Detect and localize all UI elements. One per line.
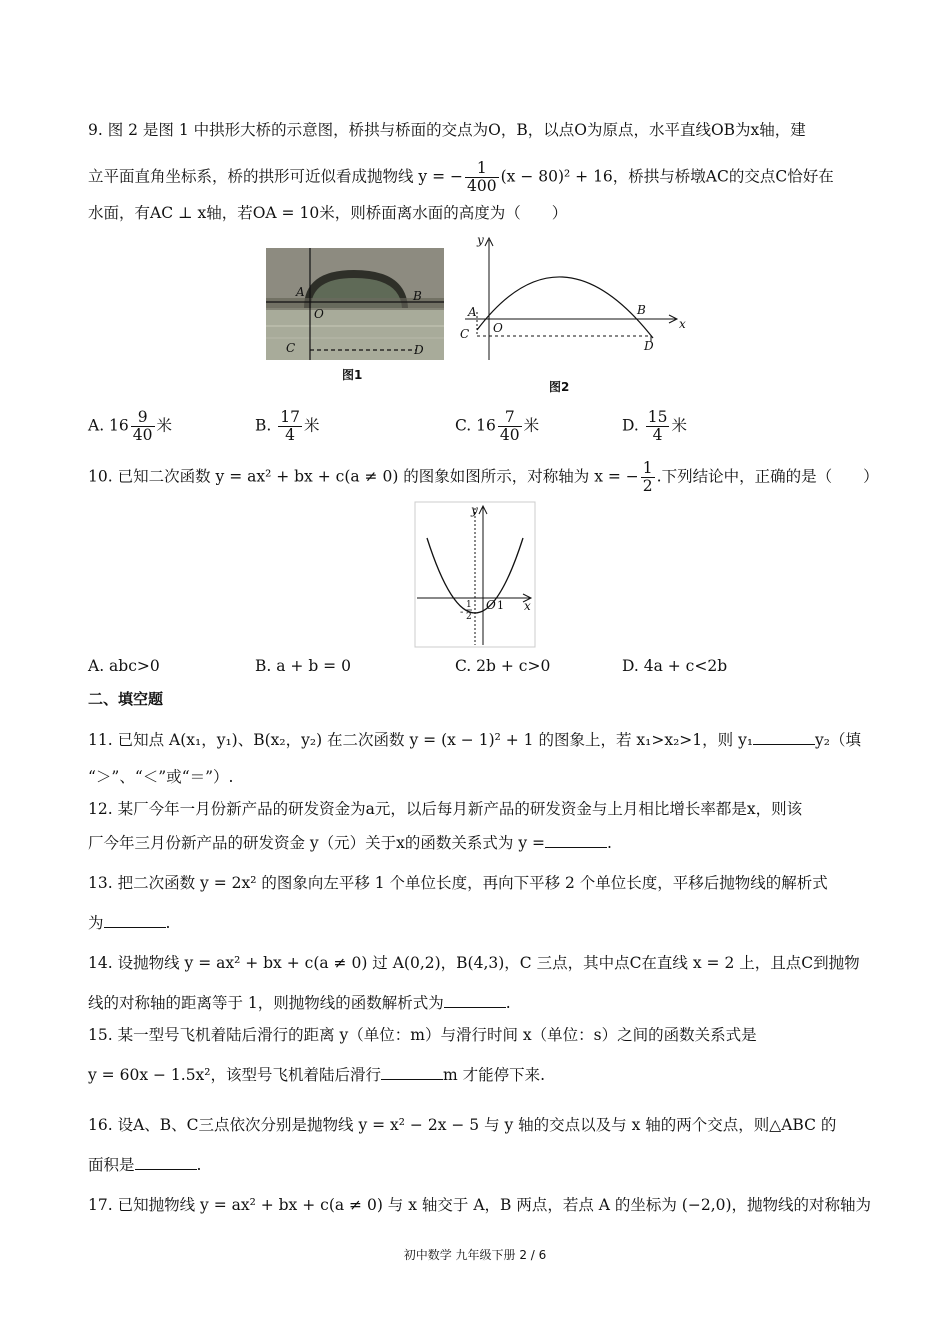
photo-label-b: B	[413, 289, 422, 303]
q9-option-b-unit: 米	[303, 416, 320, 435]
photo-label-o: O	[314, 307, 324, 321]
q9-option-a-unit: 米	[156, 416, 173, 435]
photo-label-d: D	[414, 343, 424, 357]
q10-option-b: B. a + b = 0	[255, 657, 351, 675]
q9-fraction	[465, 160, 499, 195]
q10-text-b: .下列结论中，正确的是（ ）	[656, 467, 879, 486]
diagram-label-x: x	[679, 317, 686, 331]
diagram-label-a: A	[468, 305, 477, 319]
diagram-label-c: C	[460, 327, 470, 341]
photo-label-c: C	[286, 341, 296, 355]
q17-line1: 17. 已知抛物线 y = ax² + bx + c(a ≠ 0) 与 x 轴交于 A，B 两点，若点 A 的坐标为 (−2,0)，抛物线的对称轴为	[88, 1196, 872, 1214]
section-heading: 二、填空题	[88, 690, 164, 708]
q15-line1: 15. 某一型号飞机着陆后滑行的距离 y（单位：m）与滑行时间 x（单位：s）之间的函数关系式是	[88, 1026, 757, 1044]
q9-option-c-den: 40	[499, 426, 520, 444]
q9-option-d-prefix: D.	[622, 416, 644, 435]
q9-option-c-unit: 米	[523, 416, 540, 435]
q9-option-d-frac	[646, 409, 670, 444]
q13-line2	[88, 913, 170, 933]
q16-line1: 16. 设A、B、C三点依次分别是抛物线 y = x² − 2x − 5 与 y 轴的交点以及与 x 轴的两个交点，则△ABC 的	[88, 1116, 837, 1134]
q16-answer-blank[interactable]	[135, 1155, 197, 1170]
q9-option-b-frac	[278, 409, 302, 444]
q13-line1: 13. 把二次函数 y = 2x² 的图象向左平移 1 个单位长度，再向下平移 2 个单位长度，平移后抛物线的解析式	[88, 874, 828, 892]
bridge-photo	[266, 248, 444, 360]
diagram-label-b: B	[637, 303, 646, 317]
diagram-label-o: O	[493, 321, 503, 335]
q9-option-b-prefix: B.	[255, 416, 277, 435]
parabola-graph	[413, 500, 537, 650]
q10-frac-num: 1	[642, 459, 653, 477]
q12-line1: 12. 某厂今年一月份新产品的研发资金为a元，以后每月新产品的研发资金与上月相比增长率都是x，则该	[88, 800, 803, 818]
q12-answer-blank[interactable]	[545, 833, 607, 848]
q13-text-b: .	[165, 914, 171, 932]
q15-text-a: y = 60x − 1.5x²，该型号飞机着陆后滑行	[88, 1066, 382, 1084]
q11-answer-blank[interactable]	[753, 730, 815, 745]
q10-line1	[88, 460, 879, 495]
q10-option-d: D. 4a + c<2b	[622, 657, 728, 675]
graph-label-y: y	[471, 503, 478, 517]
q9-line2	[88, 160, 834, 195]
q9-line2-text-b: (x − 80)² + 16，桥拱与桥墩AC的交点C恰好在	[500, 167, 834, 186]
q9-option-c	[455, 409, 539, 444]
q9-option-a-den: 40	[132, 426, 153, 444]
q9-option-d-num: 15	[647, 408, 668, 426]
q14-text-a: 线的对称轴的距离等于 1，则抛物线的函数解析式为	[88, 994, 444, 1012]
q12-text-b: .	[607, 834, 612, 852]
graph-label-x: x	[524, 599, 531, 613]
diagram-label-d: D	[644, 339, 654, 353]
q9-option-b-num: 17	[280, 408, 300, 426]
q9-option-a-frac	[131, 409, 155, 444]
q12-text-a: 厂今年三月份新产品的研发资金 y（元）关于x的函数关系式为 y =	[88, 834, 546, 852]
q16-text-a: 面积是	[88, 1156, 135, 1174]
q9-line1: 9. 图 2 是图 1 中拱形大桥的示意图，桥拱与桥面的交点为O，B，以点O为原点，水平直线OB为x轴，建	[88, 121, 806, 139]
q11-text-a: 11. 已知点 A(x₁，y₁)、B(x₂，y₂) 在二次函数 y = (x − 1)² + 1 的图象上，若 x₁>x₂>1，则 y₁	[88, 731, 754, 749]
q16-text-b: .	[196, 1156, 202, 1174]
fig2-caption: 图2	[549, 380, 570, 394]
q10-frac-den: 2	[642, 477, 653, 495]
q13-text-a: 为	[88, 914, 104, 932]
q15-text-b: m 才能停下来.	[443, 1066, 546, 1084]
q11-text-b: y₂（填	[815, 731, 862, 749]
q10-text-a: 10. 已知二次函数 y = ax² + bx + c(a ≠ 0) 的图象如图所示，对称轴为 x = −	[88, 467, 639, 486]
q14-line1: 14. 设抛物线 y = ax² + bx + c(a ≠ 0) 过 A(0,2)，B(4,3)，C 三点，其中点C在直线 x = 2 上，且点C到抛物	[88, 954, 860, 972]
graph-label-half-den: 2	[466, 612, 472, 622]
q16-line2	[88, 1155, 201, 1175]
q9-option-b-den: 4	[285, 426, 296, 444]
q11-line2: “＞”、“＜”或“＝”）.	[88, 768, 234, 786]
q9-option-d-unit: 米	[671, 416, 687, 435]
q10-fraction	[641, 460, 655, 495]
q9-option-c-prefix: C. 16	[455, 416, 496, 435]
q9-option-a-num: 9	[131, 409, 155, 427]
q14-answer-blank[interactable]	[444, 993, 506, 1008]
q12-line2	[88, 833, 612, 853]
fig1-caption: 图1	[342, 368, 363, 382]
q9-option-d-den: 4	[652, 426, 663, 444]
photo-label-a: A	[296, 285, 305, 299]
q9-option-c-num: 7	[498, 409, 522, 427]
page-footer: 初中数学 九年级下册 2 / 6	[403, 1248, 547, 1262]
q13-answer-blank[interactable]	[104, 913, 166, 928]
q9-line2-text-a: 立平面直角坐标系，桥的拱形可近似看成抛物线 y = −	[88, 167, 464, 186]
q9-option-a-prefix: A. 16	[88, 416, 129, 435]
graph-label-minus: -	[460, 607, 464, 618]
q10-option-a: A. abc>0	[88, 657, 160, 675]
q9-option-d	[622, 409, 687, 444]
q9-line3: 水面，有AC ⊥ x轴，若OA = 10米，则桥面离水面的高度为（ ）	[88, 204, 568, 222]
q9-option-a	[88, 409, 172, 444]
q9-option-c-frac	[498, 409, 522, 444]
q9-option-b	[255, 409, 320, 444]
q10-option-c: C. 2b + c>0	[455, 657, 551, 675]
bridge-diagram	[455, 232, 695, 362]
diagram-label-y: y	[477, 233, 484, 247]
graph-label-half-num: 1	[466, 600, 472, 610]
q9-frac-den: 400	[467, 177, 497, 195]
q14-text-b: .	[505, 994, 511, 1012]
q11-line1	[88, 730, 861, 750]
graph-label-one: 1	[497, 599, 504, 612]
q15-answer-blank[interactable]	[381, 1065, 443, 1080]
q14-line2	[88, 993, 511, 1013]
q9-frac-num: 1	[465, 160, 499, 178]
graph-label-o: O	[486, 598, 496, 612]
q15-line2	[88, 1065, 545, 1085]
